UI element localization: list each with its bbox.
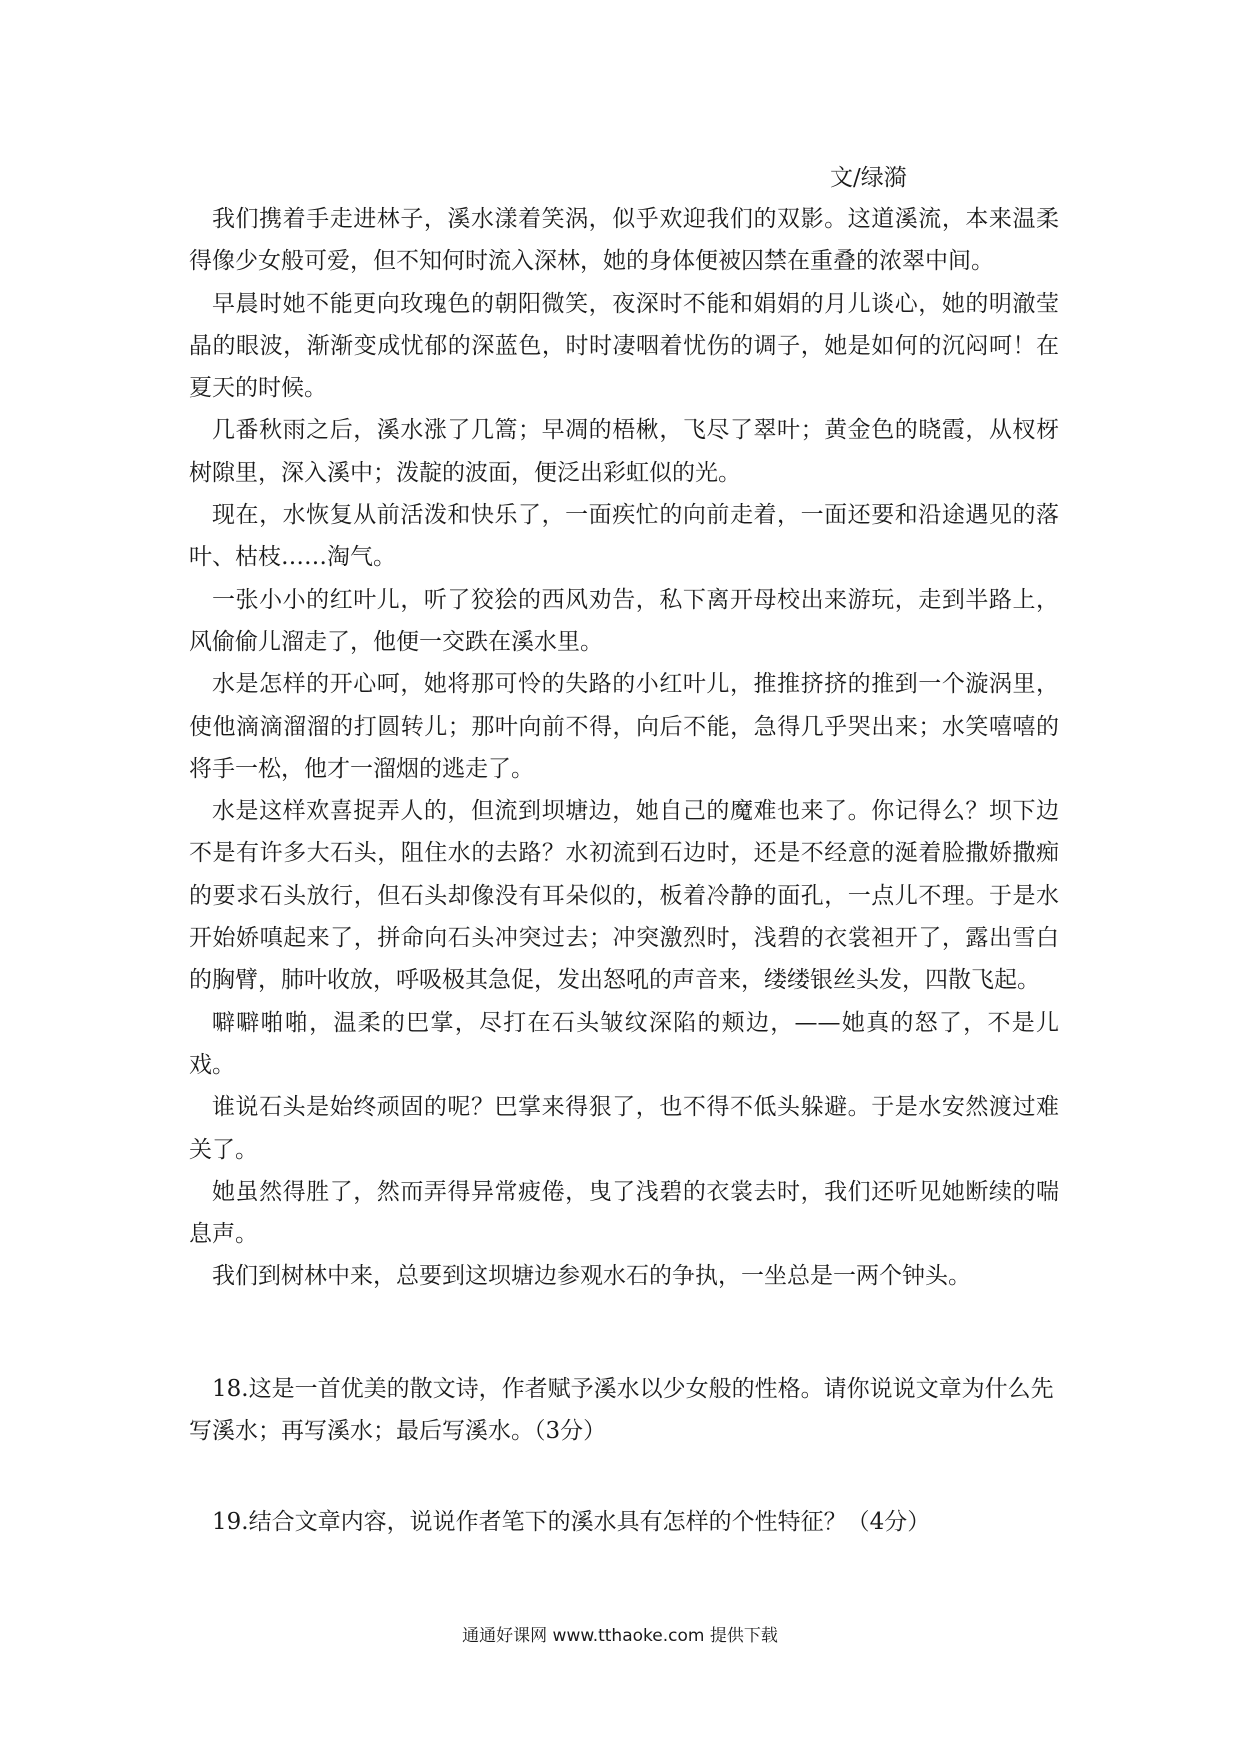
passage-paragraph: 早晨时她不能更向玫瑰色的朝阳微笑，夜深时不能和娟娟的月儿谈心，她的明澈莹晶的眼波，渐渐变成忧郁的深蓝色，时时凄咽着忧伤的调子，她是如何的沉闷呵！在夏天的时候。: [189, 290, 1059, 402]
passage-paragraph: 一张小小的红叶儿，听了狡狯的西风劝告，私下离开母校出来游玩，走到半路上，风偷偷儿溜走了，他便一交跌在溪水里。: [189, 586, 1059, 655]
passage-paragraph: 噼噼啪啪，温柔的巴掌，尽打在石头皱纹深陷的颊边，——她真的怒了，不是儿戏。: [189, 1009, 1059, 1078]
passage-paragraph: 我们到树林中来，总要到这坝塘边参观水石的争执，一坐总是一两个钟头。: [212, 1263, 971, 1290]
author-byline: 文/绿漪: [830, 165, 907, 191]
passage-body: [189, 198, 1059, 1298]
questions-section: [189, 1368, 1059, 1535]
footer-watermark: 通通好课网 www.tthaoke.com 提供下载: [462, 1626, 778, 1646]
passage-paragraph: 她虽然得胜了，然而弄得异常疲倦，曳了浅碧的衣裳去时，我们还听见她断续的喘息声。: [189, 1178, 1059, 1248]
question-18: 18.这是一首优美的散文诗，作者赋予溪水以少女般的性格。请你说说文章为什么先写溪水；再写溪水；最后写溪水。（3分）: [189, 1376, 1054, 1445]
passage-paragraph: 几番秋雨之后，溪水涨了几篙；早凋的梧楸，飞尽了翠叶；黄金色的晓霞，从杈枒树隙里，深入溪中；泼靛的波面，便泛出彩虹似的光。: [189, 417, 1059, 486]
passage-paragraph: 谁说石头是始终顽固的呢？巴掌来得狠了，也不得不低头躲避。于是水安然渡过难关了。: [189, 1094, 1059, 1163]
question-19: 19.结合文章内容，说说作者笔下的溪水具有怎样的个性特征？（4分）: [212, 1509, 931, 1535]
passage-paragraph: 我们携着手走进林子，溪水漾着笑涡，似乎欢迎我们的双影。这道溪流，本来温柔得像少女般可爱，但不知何时流入深林，她的身体便被囚禁在重叠的浓翠中间。: [189, 206, 1059, 275]
passage-paragraph: 水是这样欢喜捉弄人的，但流到坝塘边，她自己的魔难也来了。你记得么？坝下边不是有许多大石头，阻住水的去路？水初流到石边时，还是不经意的涎着脸撒娇撒痴的要求石头放行，但石头却像没有耳朵似的，板着冷静的面孔，一点儿不理。于是水开始娇嗔起来了，拼命向石头冲突过去；冲突激烈时，浅碧的衣裳袒开了，露出雪白的胸臂，肺叶收放，呼吸极其急促，发出怒吼的声音来，缕缕银丝头发，四散飞起。: [189, 798, 1059, 994]
passage-paragraph: 水是怎样的开心呵，她将那可怜的失路的小红叶儿，推推挤挤的推到一个漩涡里，使他滴滴溜溜的打圆转儿；那叶向前不得，向后不能，急得几乎哭出来；水笑嘻嘻的将手一松，他才一溜烟的逃走了。: [189, 671, 1059, 782]
passage-paragraph: 现在，水恢复从前活泼和快乐了，一面疾忙的向前走着，一面还要和沿途遇见的落叶、枯枝……淘气。: [189, 502, 1059, 571]
